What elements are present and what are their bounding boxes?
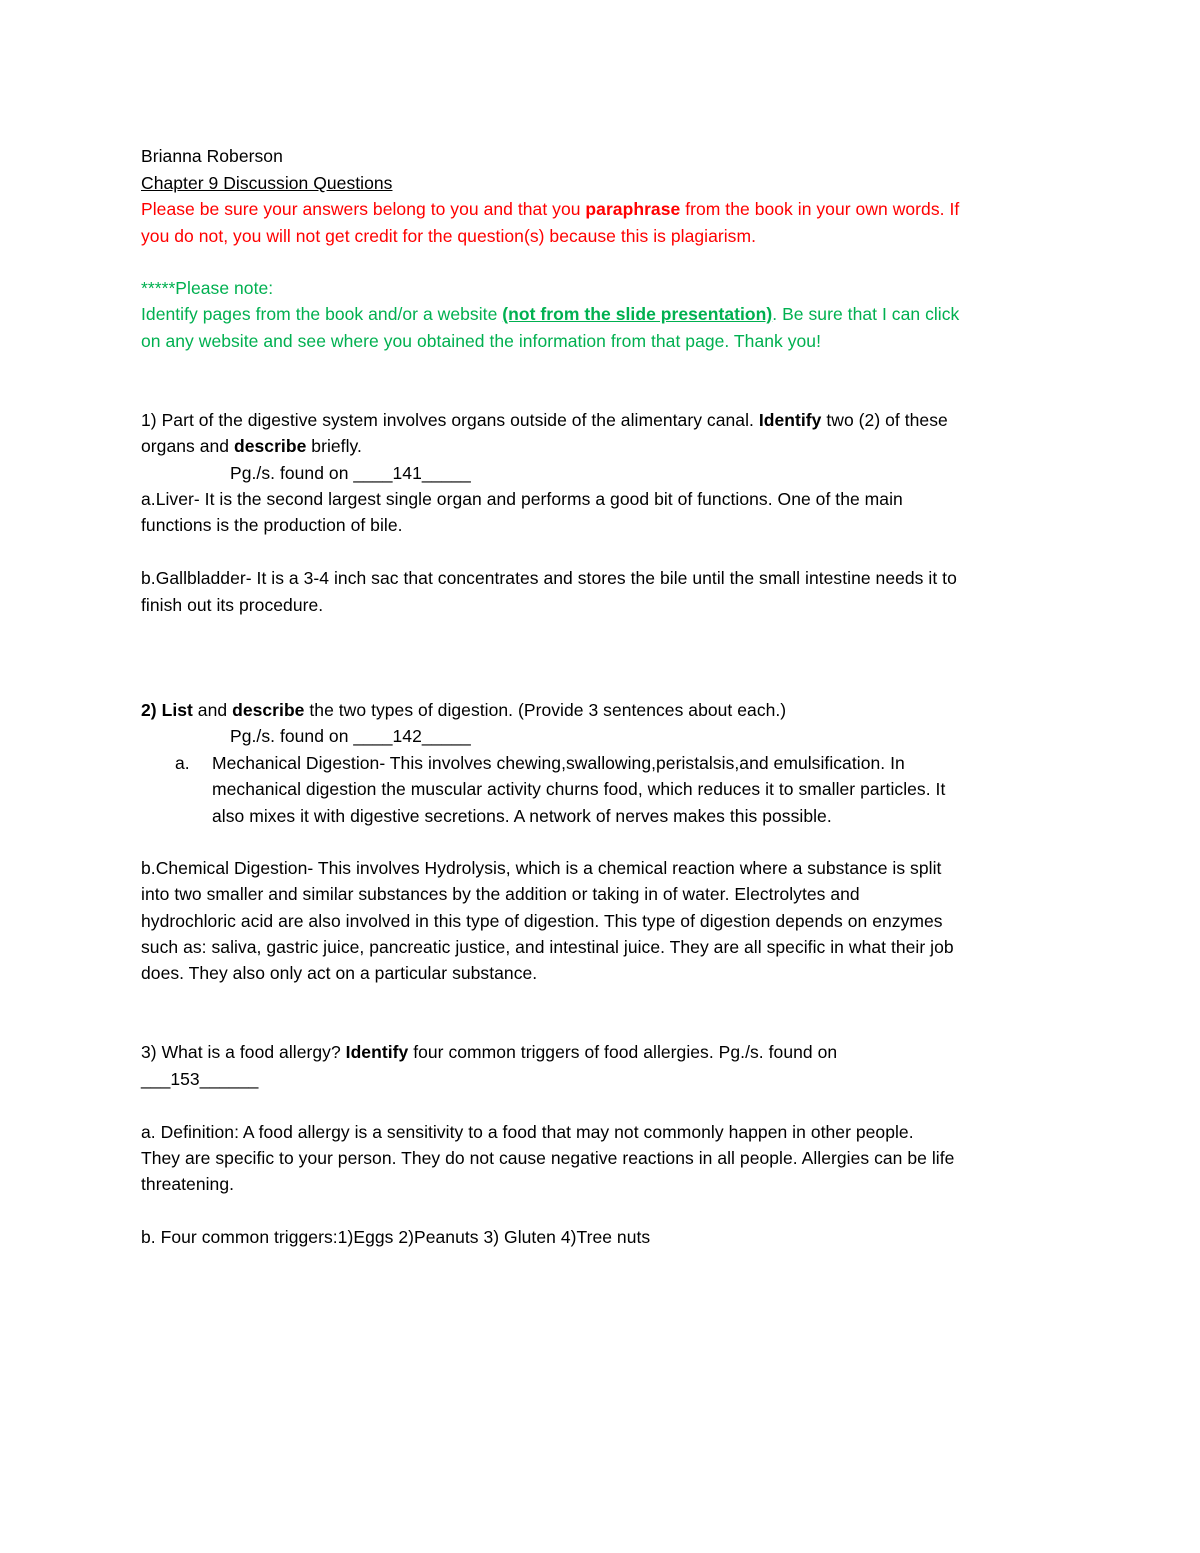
instruction-line-1 bbox=[141, 198, 959, 220]
question-1-pages: Pg./s. found on ____141_____ bbox=[230, 463, 471, 483]
document-title: Chapter 9 Discussion Questions bbox=[141, 173, 393, 193]
question-text: briefly. bbox=[306, 436, 362, 456]
instruction-text: Please be sure your answers belong to you and that you bbox=[141, 199, 586, 219]
answer-1a-line-2: functions is the production of bile. bbox=[141, 515, 403, 535]
question-emphasis: List bbox=[161, 700, 193, 720]
question-2-pages: Pg./s. found on ____142_____ bbox=[230, 726, 471, 746]
answer-1a-line-1: a.Liver- It is the second largest single organ and performs a good bit of functions. One of the main bbox=[141, 489, 903, 509]
note-emphasis: (not from the slide presentation) bbox=[502, 304, 773, 324]
note-line-2: on any website and see where you obtained the information from that page. Thank you! bbox=[141, 331, 821, 351]
question-1-line-2 bbox=[141, 435, 362, 457]
note-text: Identify pages from the book and/or a website bbox=[141, 304, 503, 324]
instruction-text: from the book in your own words. If bbox=[680, 199, 960, 219]
note-line-1 bbox=[141, 303, 959, 325]
question-number: 2) bbox=[141, 700, 162, 720]
student-name: Brianna Roberson bbox=[141, 146, 283, 166]
question-text: organs and bbox=[141, 436, 234, 456]
answer-3a-line-1: a. Definition: A food allergy is a sensitivity to a food that may not commonly happen in other people. bbox=[141, 1122, 914, 1142]
answer-3a-line-2: They are specific to your person. They do not cause negative reactions in all people. Allergies can be life bbox=[141, 1148, 955, 1168]
answer-3a-line-3: threatening. bbox=[141, 1174, 235, 1194]
answer-2b-line-3: hydrochloric acid are also involved in this type of digestion. This type of digestion depends on enzymes bbox=[141, 911, 943, 931]
answer-2b-line-4: such as: saliva, gastric juice, pancreatic justice, and intestinal juice. They are all specific in what their job bbox=[141, 937, 954, 957]
note-heading: *****Please note: bbox=[141, 278, 274, 298]
question-text: 1) Part of the digestive system involves organs outside of the alimentary canal. bbox=[141, 410, 759, 430]
answer-1b-line-1: b.Gallbladder- It is a 3-4 inch sac that concentrates and stores the bile until the small intestine needs it to bbox=[141, 568, 957, 588]
instruction-emphasis: paraphrase bbox=[585, 199, 681, 219]
question-emphasis: Identify bbox=[345, 1042, 409, 1062]
question-text: the two types of digestion. (Provide 3 sentences about each.) bbox=[304, 700, 787, 720]
answer-2b-line-1: b.Chemical Digestion- This involves Hydrolysis, which is a chemical reaction where a substance is split bbox=[141, 858, 942, 878]
question-emphasis: describe bbox=[232, 700, 305, 720]
answer-2a-line-2: mechanical digestion the muscular activity churns food, which reduces it to smaller particles. It bbox=[212, 779, 946, 799]
answer-2b-line-5: does. They also only act on a particular substance. bbox=[141, 963, 538, 983]
question-3-line-1 bbox=[141, 1041, 837, 1063]
answer-2b-line-2: into two smaller and similar substances by the addition or taking in of water. Electrolytes and bbox=[141, 884, 860, 904]
answer-2a-marker: a. bbox=[175, 753, 190, 773]
question-2-line-1 bbox=[141, 699, 786, 721]
question-emphasis: Identify bbox=[758, 410, 822, 430]
question-emphasis: describe bbox=[233, 436, 307, 456]
question-text: 3) What is a food allergy? bbox=[141, 1042, 346, 1062]
answer-1b-line-2: finish out its procedure. bbox=[141, 595, 324, 615]
question-text: and bbox=[192, 700, 233, 720]
note-text: . Be sure that I can click bbox=[772, 304, 960, 324]
answer-2a-line-1: Mechanical Digestion- This involves chewing,swallowing,peristalsis,and emulsification. In bbox=[212, 753, 905, 773]
instruction-line-2: you do not, you will not get credit for the question(s) because this is plagiarism. bbox=[141, 226, 757, 246]
question-3-pages: ___153______ bbox=[141, 1069, 259, 1089]
question-text: four common triggers of food allergies. Pg./s. found on bbox=[408, 1042, 838, 1062]
answer-3b-line-1: b. Four common triggers:1)Eggs 2)Peanuts 3) Gluten 4)Tree nuts bbox=[141, 1227, 651, 1247]
question-1-line-1 bbox=[141, 409, 948, 431]
answer-2a-line-3: also mixes it with digestive secretions. A network of nerves makes this possible. bbox=[212, 806, 832, 826]
question-text: two (2) of these bbox=[821, 410, 948, 430]
